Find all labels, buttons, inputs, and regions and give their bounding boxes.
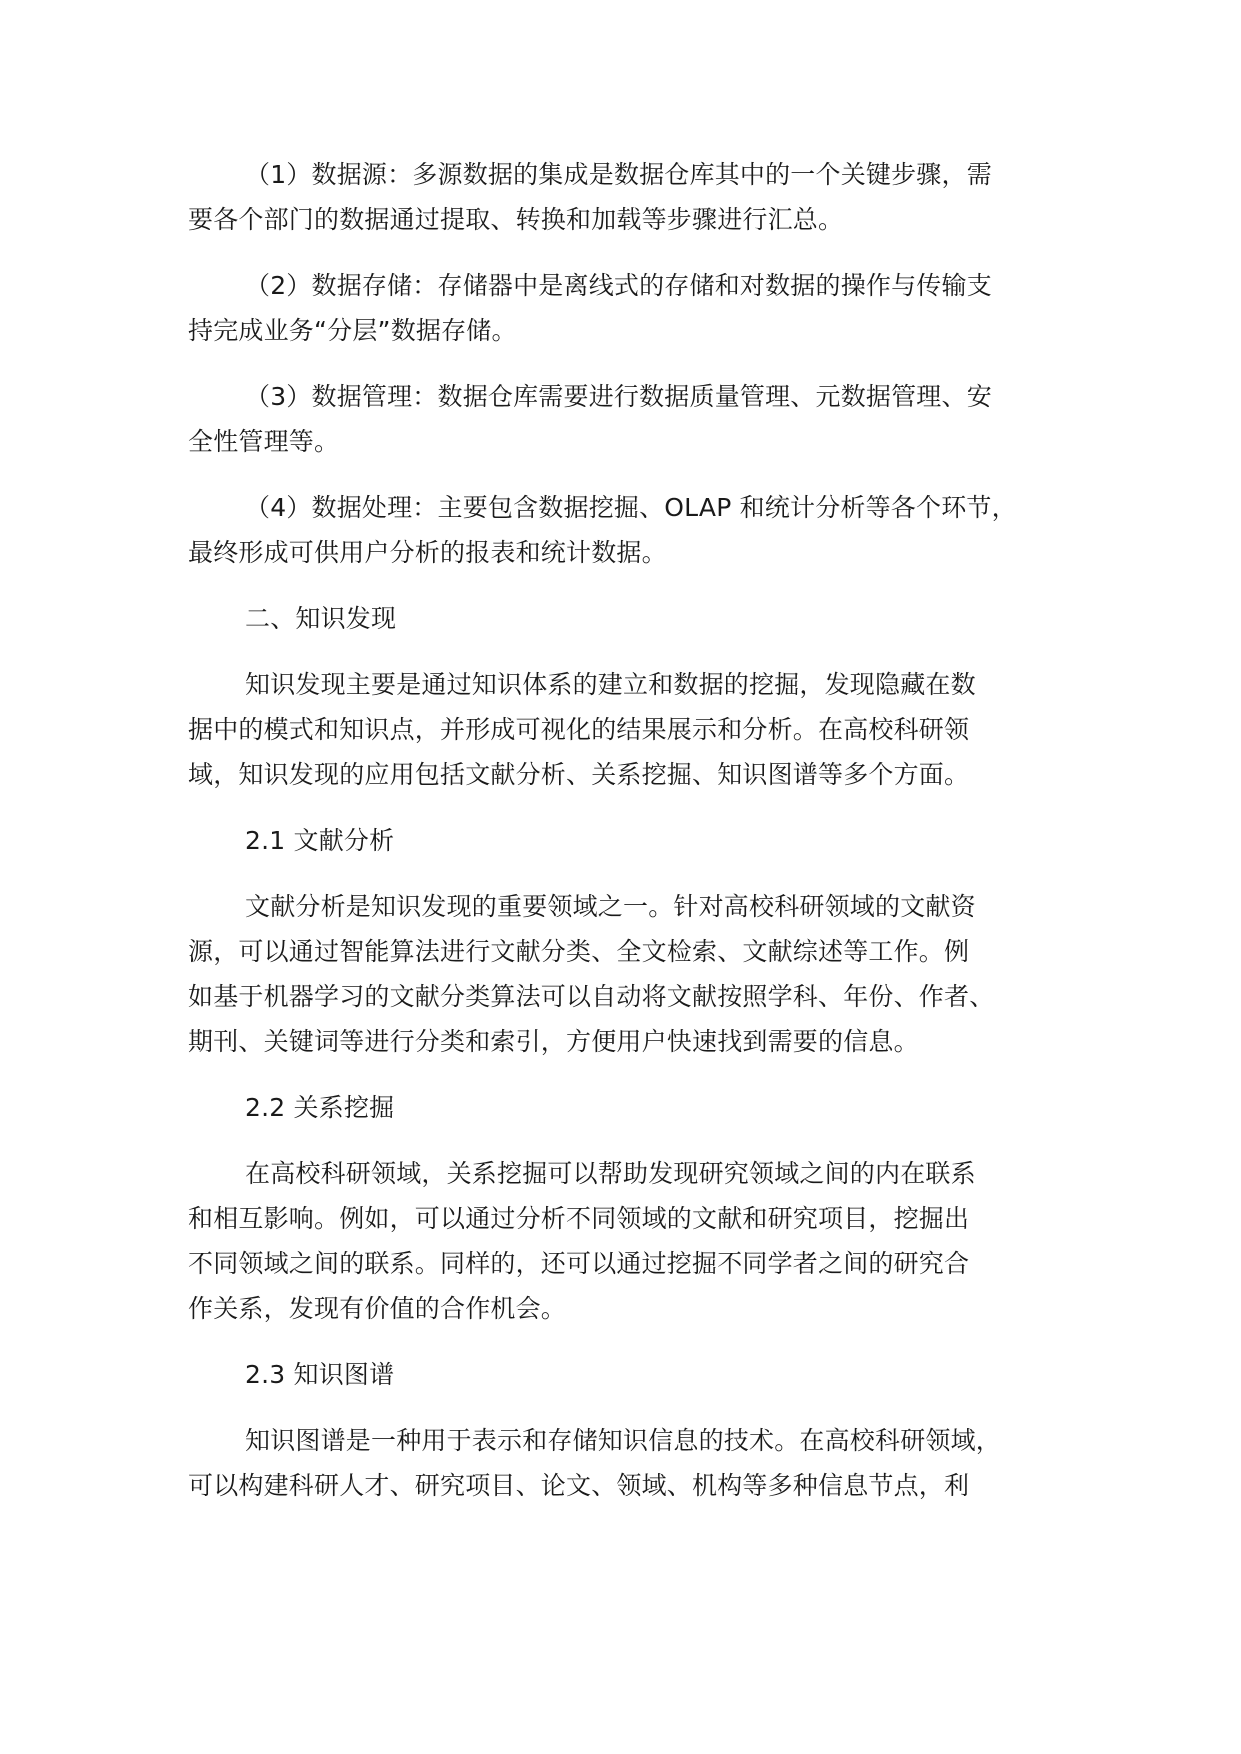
- text-line: 源，可以通过智能算法进行文献分类、全文检索、文献综述等工作。例: [188, 937, 970, 966]
- text-line: （1）数据源：多源数据的集成是数据仓库其中的一个关键步骤，需: [245, 160, 992, 189]
- text-line: 全性管理等。: [188, 427, 340, 456]
- paragraph-data-management: [188, 374, 1068, 464]
- text-line: 可以构建科研人才、研究项目、论文、领域、机构等多种信息节点，利: [188, 1471, 970, 1500]
- document-body: [188, 152, 1068, 1508]
- paragraph-knowledge-discovery-intro: [188, 662, 1068, 797]
- subsection-heading: 2.3 知识图谱: [245, 1360, 395, 1389]
- text-line: 作关系，发现有价值的合作机会。: [188, 1294, 567, 1323]
- subsection-heading: 2.2 关系挖掘: [245, 1093, 395, 1122]
- paragraph-relationship-mining: [188, 1151, 1068, 1331]
- text-line: 在高校科研领域，关系挖掘可以帮助发现研究领域之间的内在联系: [245, 1159, 976, 1188]
- text-line: 和相互影响。例如，可以通过分析不同领域的文献和研究项目，挖掘出: [188, 1204, 970, 1233]
- text-line: 最终形成可供用户分析的报表和统计数据。: [188, 538, 667, 567]
- paragraph-literature-analysis: [188, 884, 1068, 1064]
- subsection-heading-knowledge-graph: [188, 1352, 1068, 1397]
- text-line: 要各个部门的数据通过提取、转换和加载等步骤进行汇总。: [188, 205, 844, 234]
- text-line: 知识发现主要是通过知识体系的建立和数据的挖掘，发现隐藏在数: [245, 670, 976, 699]
- text-line: 据中的模式和知识点，并形成可视化的结果展示和分析。在高校科研领: [188, 715, 970, 744]
- text-line: （3）数据管理：数据仓库需要进行数据质量管理、元数据管理、安: [245, 382, 992, 411]
- paragraph-data-storage: [188, 263, 1068, 353]
- section-heading: 二、知识发现: [245, 604, 397, 633]
- paragraph-data-source: [188, 152, 1068, 242]
- text-line: 知识图谱是一种用于表示和存储知识信息的技术。在高校科研领域，: [245, 1426, 1002, 1455]
- paragraph-knowledge-graph: [188, 1418, 1068, 1508]
- text-line: 文献分析是知识发现的重要领域之一。针对高校科研领域的文献资: [245, 892, 976, 921]
- text-line: 期刊、关键词等进行分类和索引，方便用户快速找到需要的信息。: [188, 1027, 919, 1056]
- text-line: 持完成业务“分层”数据存储。: [188, 316, 517, 345]
- text-line: （2）数据存储：存储器中是离线式的存储和对数据的操作与传输支: [245, 271, 992, 300]
- text-line: （4）数据处理：主要包含数据挖掘、OLAP 和统计分析等各个环节，: [245, 493, 1017, 522]
- subsection-heading-relationship-mining: [188, 1085, 1068, 1130]
- subsection-heading-literature-analysis: [188, 818, 1068, 863]
- text-line: 如基于机器学习的文献分类算法可以自动将文献按照学科、年份、作者、: [188, 982, 995, 1011]
- subsection-heading: 2.1 文献分析: [245, 826, 395, 855]
- text-line: 域，知识发现的应用包括文献分析、关系挖掘、知识图谱等多个方面。: [188, 760, 970, 789]
- text-line: 不同领域之间的联系。同样的，还可以通过挖掘不同学者之间的研究合: [188, 1249, 970, 1278]
- paragraph-data-processing: [188, 485, 1068, 575]
- section-heading-knowledge-discovery: [188, 596, 1068, 641]
